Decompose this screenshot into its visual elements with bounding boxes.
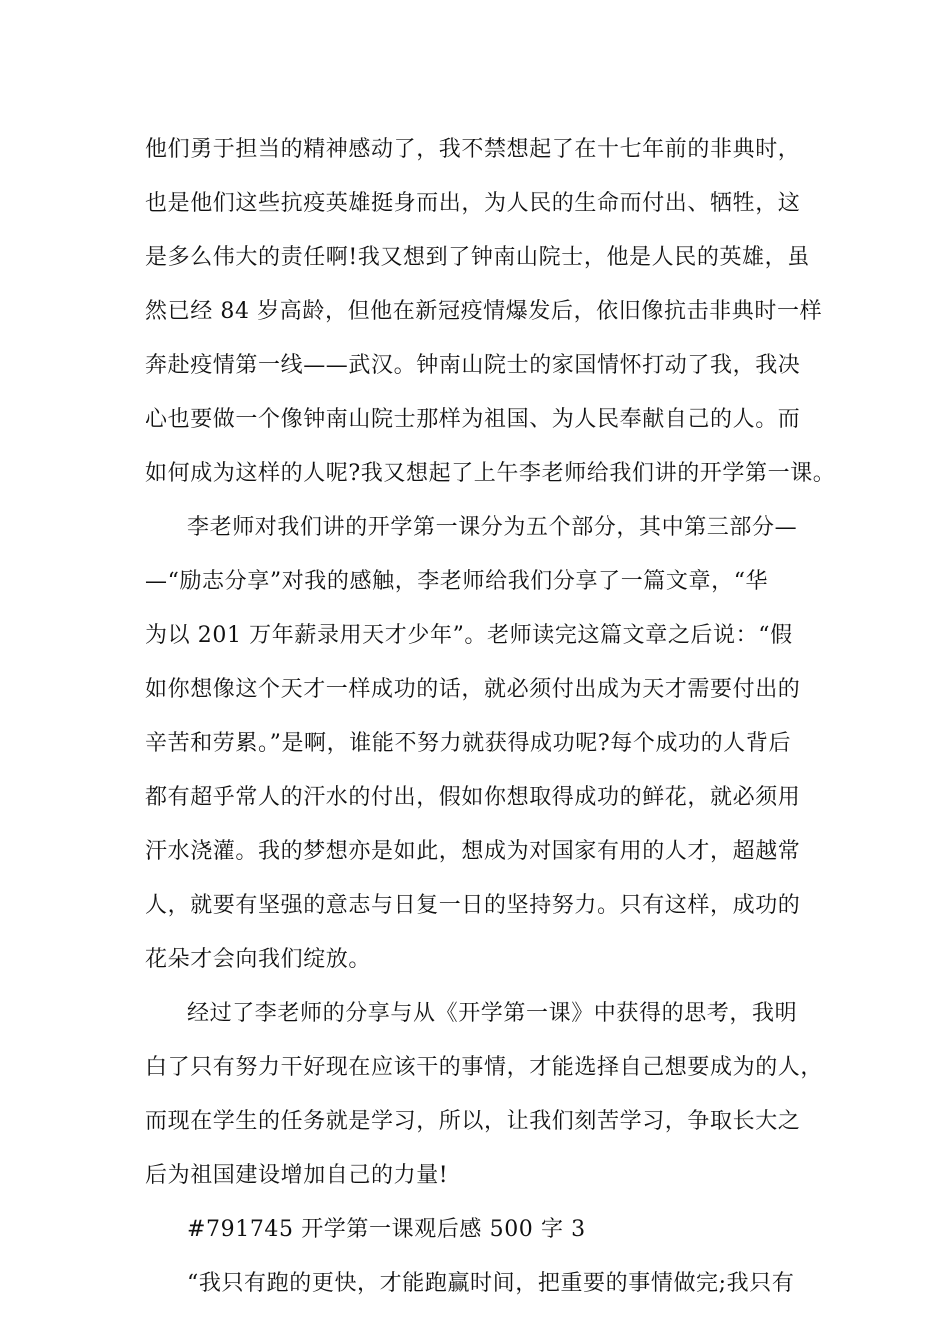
text-line-18: 白了只有努力干好现在应该干的事情，才能选择自己想要成为的人， [145,1055,824,1080]
section-heading: #791745 开学第一课观后感 500 字 3 [187,1217,586,1242]
text-line-15: 人，就要有坚强的意志与日复一日的坚持努力。只有这样，成功的 [145,893,801,918]
text-line-5: 奔赴疫情第一线——武汉。钟南山院士的家国情怀打动了我，我决 [145,353,801,378]
text-line-22: “我只有跑的更快，才能跑赢时间，把重要的事情做完;我只有 [187,1271,795,1296]
text-line-19: 而现在学生的任务就是学习，所以，让我们刻苦学习，争取长大之 [145,1109,801,1134]
text-line-7: 如何成为这样的人呢?我又想起了上午李老师给我们讲的开学第一课。 [145,461,836,486]
text-line-6: 心也要做一个像钟南山院士那样为祖国、为人民奉献自己的人。而 [145,407,801,432]
text-line-9: —“励志分享”对我的感触，李老师给我们分享了一篇文章，“华 [145,569,769,594]
text-line-16: 花朵才会向我们绽放。 [145,947,372,972]
text-line-14: 汗水浇灌。我的梦想亦是如此，想成为对国家有用的人才，超越常 [145,839,801,864]
text-line-8: 李老师对我们讲的开学第一课分为五个部分，其中第三部分— [187,515,798,540]
text-line-3: 是多么伟大的责任啊!我又想到了钟南山院士，他是人民的英雄，虽 [145,245,810,270]
text-line-4: 然已经 84 岁高龄，但他在新冠疫情爆发后，依旧像抗击非典时一样 [145,299,823,324]
text-line-17: 经过了李老师的分享与从《开学第一课》中获得的思考，我明 [187,1001,798,1026]
text-line-2: 也是他们这些抗疫英雄挺身而出，为人民的生命而付出、牺牲，这 [145,191,801,216]
text-line-10: 为以 201 万年薪录用天才少年”。老师读完这篇文章之后说：“假 [145,623,793,648]
text-line-13: 都有超乎常人的汗水的付出，假如你想取得成功的鲜花，就必须用 [145,785,801,810]
text-line-11: 如你想像这个天才一样成功的话，就必须付出成为天才需要付出的 [145,677,801,702]
text-line-12: 辛苦和劳累。”是啊，谁能不努力就获得成功呢?每个成功的人背后 [145,731,792,756]
text-line-20: 后为祖国建设增加自己的力量! [145,1163,449,1188]
text-line-1: 他们勇于担当的精神感动了，我不禁想起了在十七年前的非典时， [145,137,801,162]
